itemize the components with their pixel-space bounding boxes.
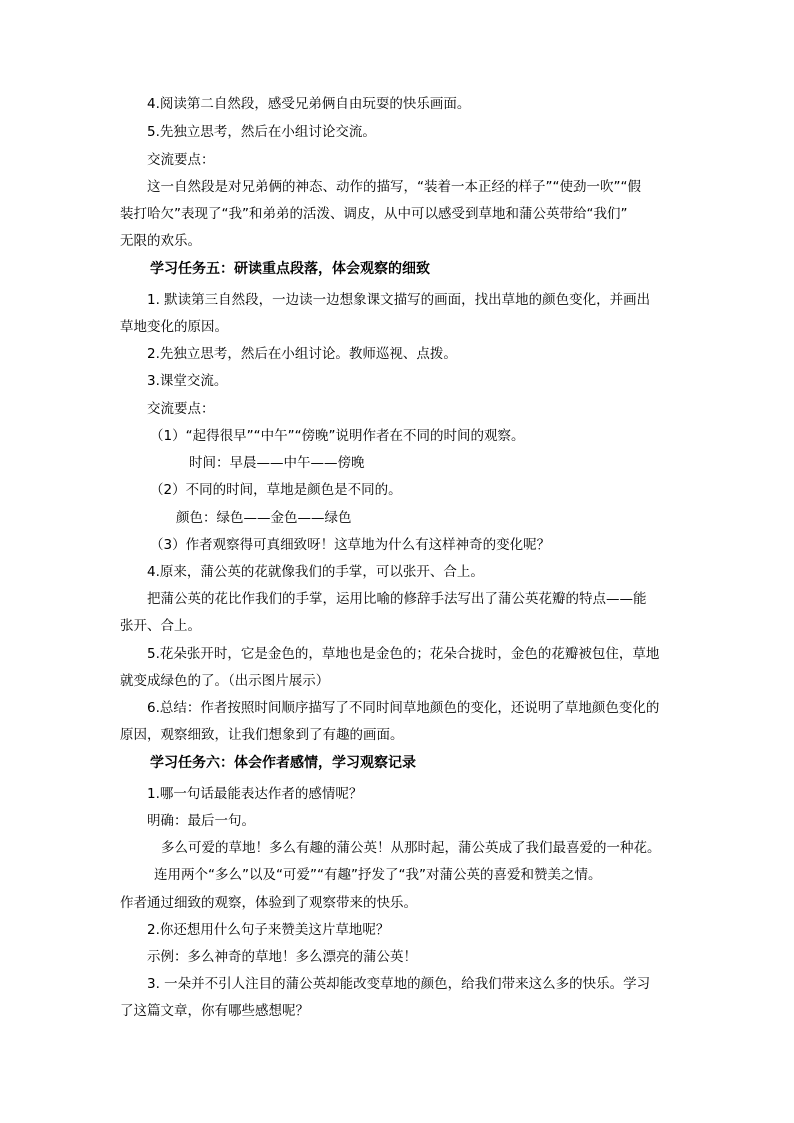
text-line: 装打哈欠”表现了“我”和弟弟的活泼、调皮，从中可以感受到草地和蒲公英带给“我们”: [120, 206, 628, 222]
text-line: 5.先独立思考，然后在小组讨论交流。: [147, 124, 376, 140]
text-line: 交流要点：: [147, 152, 215, 168]
text-line: 4.原来，蒲公英的花就像我们的手掌，可以张开、合上。: [147, 564, 484, 580]
text-line: 1. 默读第三自然段，一边读一边想象课文描写的画面，找出草地的颜色变化，并画出: [147, 292, 651, 308]
text-line: 连用两个“多么”以及“可爱”“有趣”抒发了“我”对蒲公英的喜爱和赞美之情。: [154, 867, 602, 883]
text-line: 原因，观察细致，让我们想象到了有趣的画面。: [120, 727, 404, 743]
text-line: 就变成绿色的了。（出示图片展示）: [120, 673, 330, 689]
text-line: 交流要点：: [147, 401, 215, 417]
text-line: 草地变化的原因。: [120, 319, 228, 335]
text-line: 2.先独立思考，然后在小组讨论。教师巡视、点拨。: [147, 346, 457, 362]
text-line: 示例：多么神奇的草地！多么漂亮的蒲公英！: [147, 949, 417, 965]
text-line: 6.总结：作者按照时间顺序描写了不同时间草地颜色的变化，还说明了草地颜色变化的: [147, 700, 660, 716]
text-line: 这一自然段是对兄弟俩的神态、动作的描写，“装着一本正经的样子”“使劲一吹”“假: [147, 179, 641, 195]
text-line: （2）不同的时间，草地是颜色是不同的。: [150, 482, 402, 498]
text-line: 把蒲公英的花比作我们的手掌，运用比喻的修辞手法写出了蒲公英花瓣的特点——能: [147, 591, 647, 607]
text-line: 3.课堂交流。: [147, 373, 228, 389]
text-line: 1.哪一句话最能表达作者的感情呢？: [147, 786, 363, 802]
text-line: （3）作者观察得可真细致呀！这草地为什么有这样神奇的变化呢？: [150, 537, 551, 553]
text-line: 时间：早晨——中午——傍晚: [189, 455, 365, 471]
text-line: 多么可爱的草地！多么有趣的蒲公英！从那时起，蒲公英成了我们最喜爱的一种花。: [161, 840, 661, 856]
text-line: 5.花朵张开时，它是金色的，草地也是金色的；花朵合拢时，金色的花瓣被包住，草地: [147, 646, 660, 662]
section-heading: 学习任务五：研读重点段落，体会观察的细致: [150, 261, 430, 277]
text-line: 张开、合上。: [120, 618, 201, 634]
text-line: 无限的欢乐。: [120, 233, 201, 249]
text-line: 明确：最后一句。: [147, 813, 255, 829]
text-line: 了这篇文章，你有哪些感想呢？: [120, 1003, 309, 1019]
text-line: 3. 一朵并不引人注目的蒲公英却能改变草地的颜色，给我们带来这么多的快乐。学习: [147, 976, 651, 992]
text-line: 4.阅读第二自然段，感受兄弟俩自由玩耍的快乐画面。: [147, 96, 471, 112]
text-line: 作者通过细致的观察，体验到了观察带来的快乐。: [120, 895, 417, 911]
text-line: 颜色：绿色——金色——绿色: [176, 510, 352, 526]
text-line: （1）“起得很早”“中午”“傍晚”说明作者在不同的时间的观察。: [150, 428, 525, 444]
text-line: 2.你还想用什么句子来赞美这片草地呢？: [147, 922, 390, 938]
section-heading: 学习任务六：体会作者感情，学习观察记录: [150, 755, 416, 771]
